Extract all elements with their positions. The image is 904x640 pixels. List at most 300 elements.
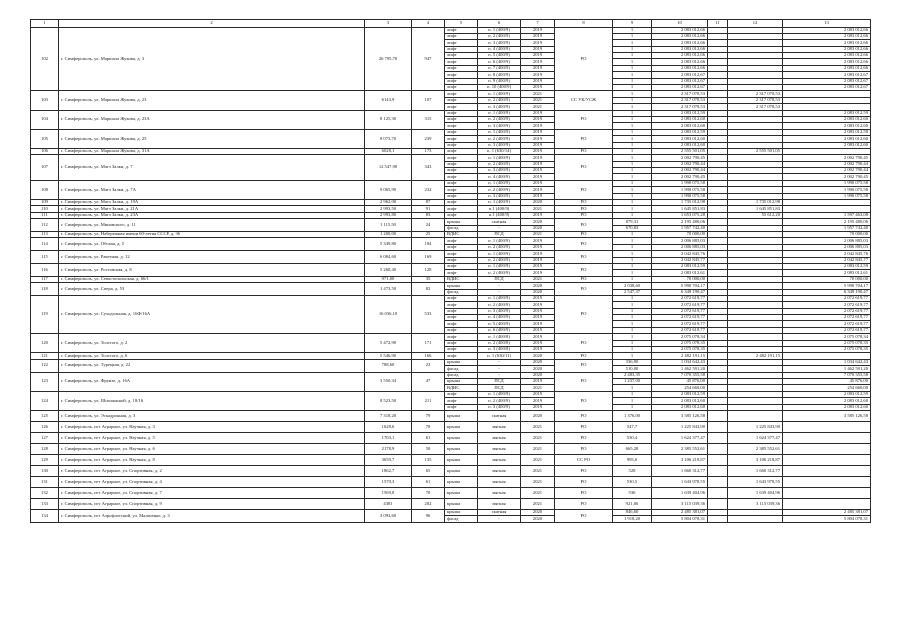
quantity-cell: 1: [613, 161, 652, 167]
year-cell: 2021: [521, 476, 555, 487]
row-number: 111: [31, 212, 59, 218]
work-type-cell: лифт: [445, 295, 478, 301]
total-cost-cell: 2 075 078,35: [652, 340, 708, 346]
quantity-cell: 879,31: [613, 219, 652, 225]
year-cell: 2019: [521, 398, 555, 404]
empty-cell: [708, 454, 728, 465]
year-cell: 2020: [521, 353, 555, 359]
quantity-cell: 530,4: [613, 432, 652, 443]
work-type-cell: ВДИС: [445, 232, 478, 238]
column-number: 12: [728, 20, 783, 28]
address-cell: г. Симферополь, пгт Аграрное, ул. Научная, д. 8: [59, 454, 365, 465]
total-cost-cell: 2 317 078,53: [652, 104, 708, 110]
quantity-cell: 1: [613, 129, 652, 135]
quantity-cell: 1: [613, 315, 652, 321]
residents-cell: 24: [412, 219, 445, 232]
year-cell: 2019: [521, 155, 555, 161]
table-row: [31, 410, 871, 421]
method-cell: РО: [555, 421, 613, 432]
residents-cell: 211: [412, 391, 445, 410]
address-cell: г. Симферополь, пгт Аграрное, ул. Научная, д. 3: [59, 421, 365, 432]
spec-cell: п. 1 (400/9): [478, 200, 521, 206]
year-cell: 2021: [521, 276, 555, 282]
fund-cost-cell: 2 042 845,77: [783, 257, 871, 263]
row-number: 121: [31, 353, 59, 359]
spec-cell: мягкая: [478, 465, 521, 476]
total-cost-cell: 254 660,00: [652, 385, 708, 391]
address-cell: г. Симферополь, пгт Аграрное, ул. Научная, д. 5: [59, 432, 365, 443]
fund-cost-cell: [783, 465, 871, 476]
address-cell: г. Симферополь, ул. Обская, д. 5: [59, 238, 365, 251]
spec-cell: п. 1 (400/9): [478, 180, 521, 186]
year-cell: 2021: [521, 232, 555, 238]
row-number: 127: [31, 432, 59, 443]
quantity-cell: 1: [613, 353, 652, 359]
row-number: 125: [31, 410, 59, 421]
quantity-cell: 1: [613, 148, 652, 154]
spec-cell: п. 3 (400/9): [478, 142, 521, 148]
total-cost-cell: 70 000,00: [652, 232, 708, 238]
quantity-cell: 1: [613, 110, 652, 116]
quantity-cell: 1: [613, 295, 652, 301]
fund-cost-cell: 2 083 012,66: [783, 27, 871, 33]
year-cell: 2019: [521, 110, 555, 116]
spec-cell: п. 1 (400/9): [478, 391, 521, 397]
work-type-cell: крыша: [445, 443, 478, 454]
fund-cost-cell: 2 083 012,60: [783, 116, 871, 122]
fund-cost-cell: 2 002 790,44: [783, 168, 871, 174]
total-cost-cell: 2 083 012,59: [652, 129, 708, 135]
table-row: [31, 432, 871, 443]
fund-cost-cell: 2 083 012,66: [783, 40, 871, 46]
address-cell: г. Симферополь, ул. Севастопольская, д. 66/1: [59, 276, 365, 282]
address-cell: г. Симферополь, ул. Ракетная, д. 12: [59, 251, 365, 264]
budget-cost-cell: [728, 516, 783, 522]
fund-cost-cell: 2 042 845,76: [783, 251, 871, 257]
quantity-cell: 1: [613, 327, 652, 333]
budget-cost-cell: 55 612,20: [728, 212, 783, 218]
fund-cost-cell: 1 990 075,58: [783, 187, 871, 193]
method-cell: СС УК/УСЖ: [555, 91, 613, 110]
residents-cell: 343: [412, 155, 445, 181]
quantity-cell: 1: [613, 136, 652, 142]
area-cell: 8 523,50: [365, 391, 412, 410]
work-type-cell: лифт: [445, 404, 478, 410]
address-cell: г. Симферополь, ул. Ростовская, д. 8: [59, 263, 365, 276]
year-cell: 2019: [521, 308, 555, 314]
work-type-cell: ВДИС: [445, 385, 478, 391]
spec-cell: п. 1 (630/11): [478, 353, 521, 359]
fund-cost-cell: [783, 498, 871, 509]
fund-cost-cell: 1 462 591,20: [783, 366, 871, 372]
work-type-cell: лифт: [445, 72, 478, 78]
spec-cell: п. 3 (400/8): [478, 347, 521, 353]
total-cost-cell: 2 083 012,60: [652, 136, 708, 142]
year-cell: 2019: [521, 212, 555, 218]
quantity-cell: 1: [613, 78, 652, 84]
year-cell: 2019: [521, 404, 555, 410]
year-cell: 2021: [521, 91, 555, 97]
method-cell: РО: [555, 219, 613, 232]
address-cell: г. Симферополь, ул. Маршала Жукова, д. 23: [59, 91, 365, 110]
residents-cell: 232: [412, 180, 445, 199]
work-type-cell: крыша: [445, 219, 478, 225]
spec-cell: п. 2 (400/9): [478, 97, 521, 103]
quantity-cell: 1: [613, 33, 652, 39]
total-cost-cell: 2 006 885,03: [652, 244, 708, 250]
fund-cost-cell: 2 083 012,59: [783, 391, 871, 397]
table-row: [31, 476, 871, 487]
quantity-cell: 336,90: [613, 359, 652, 365]
method-cell: РО: [555, 465, 613, 476]
year-cell: 2019: [521, 321, 555, 327]
year-cell: 2021: [521, 498, 555, 509]
work-type-cell: лифт: [445, 65, 478, 71]
residents-cell: 169: [412, 251, 445, 264]
spec-cell: п. 3 (400/9): [478, 40, 521, 46]
total-cost-cell: 2 072 619,77: [652, 315, 708, 321]
quantity-cell: 1: [613, 212, 652, 218]
total-cost-cell: 2 083 012,59: [652, 263, 708, 269]
work-type-cell: лифт: [445, 244, 478, 250]
area-cell: 4381: [365, 498, 412, 509]
row-number: 116: [31, 263, 59, 276]
quantity-cell: 1: [613, 232, 652, 238]
total-cost-cell: 2 072 619,77: [652, 308, 708, 314]
year-cell: 2019: [521, 129, 555, 135]
fund-cost-cell: 2 485 381,07: [783, 509, 871, 515]
area-cell: 971,00: [365, 276, 412, 282]
area-cell: 5 260,40: [365, 263, 412, 276]
quantity-cell: 1: [613, 238, 652, 244]
area-cell: 2 962,00: [365, 200, 412, 206]
spec-cell: -: [478, 283, 521, 289]
table-row: [31, 487, 871, 498]
column-number: 13: [783, 20, 871, 28]
spec-cell: п. 6 (400/9): [478, 59, 521, 65]
quantity-cell: 1: [613, 91, 652, 97]
year-cell: 2021: [521, 487, 555, 498]
total-cost-cell: 6 349 190,47: [652, 289, 708, 295]
residents-cell: 65: [412, 465, 445, 476]
method-cell: РО: [555, 110, 613, 129]
year-cell: 2019: [521, 180, 555, 186]
total-cost-cell: 2 083 012,60: [652, 398, 708, 404]
work-type-cell: лифт: [445, 302, 478, 308]
column-number: 9: [613, 20, 652, 28]
total-cost-cell: 1 653 075,28: [652, 212, 708, 218]
work-type-cell: лифт: [445, 340, 478, 346]
fund-cost-cell: 2 083 012,60: [783, 123, 871, 129]
row-number: 114: [31, 238, 59, 251]
work-type-cell: лифт: [445, 104, 478, 110]
total-cost-cell: 2 083 012,66: [652, 65, 708, 71]
year-cell: 2019: [521, 59, 555, 65]
year-cell: 2019: [521, 40, 555, 46]
column-number: 8: [555, 20, 613, 28]
total-cost-cell: 2 083 012,66: [652, 40, 708, 46]
method-cell: РО: [555, 295, 613, 333]
year-cell: 2019: [521, 142, 555, 148]
year-cell: 2019: [521, 315, 555, 321]
year-cell: 2019: [521, 136, 555, 142]
address-cell: г. Симферополь, ул. Маршала Жукова, д. 31А: [59, 148, 365, 154]
quantity-cell: 1: [613, 398, 652, 404]
year-cell: 2019: [521, 238, 555, 244]
fund-cost-cell: 6 349 190,47: [783, 289, 871, 295]
quantity-cell: 1: [613, 193, 652, 199]
total-cost-cell: 2 083 012,67: [652, 72, 708, 78]
quantity-cell: 2 547,37: [613, 289, 652, 295]
work-type-cell: лифт: [445, 110, 478, 116]
year-cell: 2019: [521, 53, 555, 59]
work-type-cell: крыша: [445, 476, 478, 487]
spec-cell: п. 2 (400/9): [478, 257, 521, 263]
year-cell: 2019: [521, 295, 555, 301]
fund-cost-cell: 70 000,00: [783, 276, 871, 282]
budget-cost-cell: 1 639 404,96: [728, 487, 783, 498]
year-cell: 2021: [521, 432, 555, 443]
total-cost-cell: 2 083 012,60: [652, 404, 708, 410]
quantity-cell: 1: [613, 155, 652, 161]
area-cell: 1569,8: [365, 487, 412, 498]
work-type-cell: крыша: [445, 359, 478, 365]
total-cost-cell: 2 042 845,76: [652, 251, 708, 257]
work-type-cell: лифт: [445, 123, 478, 129]
residents-cell: 315: [412, 110, 445, 129]
area-cell: 1862,7: [365, 465, 412, 476]
fund-cost-cell: 2 083 012,66: [783, 59, 871, 65]
address-cell: г. Симферополь, ул. Миновского, д. 11: [59, 219, 365, 232]
spec-cell: мягкая: [478, 443, 521, 454]
fund-cost-cell: 1 034 642,43: [783, 359, 871, 365]
spec-cell: п.1 (400/9): [478, 206, 521, 212]
fund-cost-cell: 2 083 012,67: [783, 85, 871, 91]
area-cell: 12 547,90: [365, 155, 412, 181]
area-cell: 6 084,60: [365, 251, 412, 264]
spec-cell: п. 1 (400/9): [478, 91, 521, 97]
total-cost-cell: 2 042 845,77: [652, 257, 708, 263]
method-cell: РО: [555, 487, 613, 498]
work-type-cell: крыша: [445, 432, 478, 443]
fund-cost-cell: 1 990 075,58: [783, 193, 871, 199]
fund-cost-cell: 2 006 885,03: [783, 244, 871, 250]
total-cost-cell: 2 083 012,67: [652, 85, 708, 91]
year-cell: 2019: [521, 116, 555, 122]
total-cost-cell: 2 083 012,66: [652, 46, 708, 52]
total-cost-cell: 2 195 480,06: [652, 219, 708, 225]
address-cell: г. Симферополь, ул. Турецкая, д. 22: [59, 359, 365, 372]
method-cell: РО: [555, 263, 613, 276]
budget-cost-cell: 1 643 978,55: [728, 476, 783, 487]
address-cell: г. Симферополь, ул. Суходольная, д. 16Ф/16А: [59, 295, 365, 333]
address-cell: г. Симферополь, ул. Маршала Жукова, д. 23А: [59, 110, 365, 129]
total-cost-cell: 2 083 012,60: [652, 142, 708, 148]
year-cell: 2020: [521, 372, 555, 378]
residents-cell: 35: [412, 276, 445, 282]
work-type-cell: лифт: [445, 347, 478, 353]
total-cost-cell: 1 990 075,58: [652, 193, 708, 199]
work-type-cell: лифт: [445, 97, 478, 103]
year-cell: 2021: [521, 385, 555, 391]
year-cell: 2019: [521, 46, 555, 52]
total-cost-cell: 2 083 012,59: [652, 391, 708, 397]
year-cell: 2019: [521, 78, 555, 84]
row-number: 128: [31, 443, 59, 454]
spec-cell: п. 1 (400/9): [478, 27, 521, 33]
quantity-cell: 1 376,00: [613, 410, 652, 421]
spec-cell: п. 3 (400/9): [478, 123, 521, 129]
spec-cell: п. 4 (400/9): [478, 46, 521, 52]
quantity-cell: 1: [613, 347, 652, 353]
register-sheet: [30, 19, 870, 523]
column-number: 1: [31, 20, 59, 28]
fund-cost-cell: 2 075 078,35: [783, 347, 871, 353]
empty-cell: [708, 516, 728, 522]
spec-cell: ПСД: [478, 276, 521, 282]
spec-cell: п. 2 (400/8): [478, 340, 521, 346]
budget-cost-cell: [728, 410, 783, 421]
residents-cell: 47: [412, 372, 445, 391]
fund-cost-cell: 254 660,00: [783, 385, 871, 391]
spec-cell: -: [478, 289, 521, 295]
work-type-cell: фасад: [445, 372, 478, 378]
method-cell: РО: [555, 432, 613, 443]
residents-cell: 25: [412, 232, 445, 238]
total-cost-cell: 2 385 552,61: [652, 443, 708, 454]
spec-cell: -: [478, 516, 521, 522]
quantity-cell: 1: [613, 53, 652, 59]
quantity-cell: 1: [613, 206, 652, 212]
spec-cell: п. 5 (400/9): [478, 53, 521, 59]
fund-cost-cell: 5 990 704,17: [783, 283, 871, 289]
address-cell: г. Симферополь, ул. Матэ Залки, д. 23А: [59, 212, 365, 218]
budget-cost-cell: 1 225 843,90: [728, 421, 783, 432]
quantity-cell: 1: [613, 46, 652, 52]
address-cell: г. Симферополь, ул. Матэ Залки, д. 19А: [59, 200, 365, 206]
quantity-cell: 1: [613, 251, 652, 257]
spec-cell: п. 6 (400/9): [478, 327, 521, 333]
work-type-cell: лифт: [445, 129, 478, 135]
fund-cost-cell: 1 990 075,58: [783, 180, 871, 186]
total-cost-cell: 2 083 012,59: [652, 110, 708, 116]
column-number: 7: [521, 20, 555, 28]
work-type-cell: крыша: [445, 509, 478, 515]
work-type-cell: лифт: [445, 391, 478, 397]
spec-cell: ПСД: [478, 232, 521, 238]
work-type-cell: лифт: [445, 238, 478, 244]
row-number: 131: [31, 476, 59, 487]
fund-cost-cell: 2 075 078,34: [783, 334, 871, 340]
total-cost-cell: 3 106 218,87: [652, 454, 708, 465]
quantity-cell: 1: [613, 142, 652, 148]
spec-cell: п. 3 (400/9): [478, 404, 521, 410]
residents-cell: 171: [412, 334, 445, 353]
spec-cell: п. 1 (400/9): [478, 129, 521, 135]
total-cost-cell: 2 072 619,77: [652, 295, 708, 301]
work-type-cell: фасад: [445, 225, 478, 231]
address-cell: г. Симферополь, ул. Матэ Залки, д. 7А: [59, 180, 365, 199]
year-cell: 2019: [521, 302, 555, 308]
table-row: [31, 498, 871, 509]
row-number: 133: [31, 498, 59, 509]
empty-cell: [708, 498, 728, 509]
row-number: 110: [31, 206, 59, 212]
fund-cost-cell: 70 000,00: [783, 232, 871, 238]
column-number: 5: [445, 20, 478, 28]
residents-cell: 82: [412, 283, 445, 296]
method-cell: РО: [555, 391, 613, 410]
total-cost-cell: 1 990 075,58: [652, 187, 708, 193]
address-cell: г. Симферополь, пгт Аграрное, ул. Спортивная, д. 2: [59, 465, 365, 476]
quantity-cell: 528: [613, 465, 652, 476]
quantity-cell: 1: [613, 168, 652, 174]
fund-cost-cell: 2 002 790,45: [783, 174, 871, 180]
year-cell: 2019: [521, 123, 555, 129]
residents-cell: 135: [412, 454, 445, 465]
spec-cell: мягкая: [478, 498, 521, 509]
area-cell: 6143,9: [365, 91, 412, 110]
quantity-cell: 536: [613, 487, 652, 498]
total-cost-cell: 1 462 591,20: [652, 366, 708, 372]
work-type-cell: лифт: [445, 270, 478, 276]
total-cost-cell: 2 555 501,05: [652, 148, 708, 154]
quantity-cell: 1: [613, 308, 652, 314]
spec-cell: п. 1 (400/9): [478, 155, 521, 161]
residents-cell: 83: [412, 212, 445, 218]
area-cell: 2 993,50: [365, 206, 412, 212]
work-type-cell: лифт: [445, 321, 478, 327]
fund-cost-cell: 2 002 790,45: [783, 155, 871, 161]
address-cell: г. Симферополь, ул. Толстого, д. 2: [59, 334, 365, 353]
total-cost-cell: 1 624 377,47: [652, 432, 708, 443]
area-cell: 1703,1: [365, 432, 412, 443]
address-cell: г. Симферополь, ул. Фрунзе, д. 16А: [59, 372, 365, 391]
address-cell: г. Симферополь, пгт Аграрное, ул. Научная, д. 6: [59, 443, 365, 454]
work-type-cell: лифт: [445, 168, 478, 174]
spec-cell: п. 3 (400/9): [478, 168, 521, 174]
spec-cell: скатная: [478, 219, 521, 225]
work-type-cell: лифт: [445, 251, 478, 257]
fund-cost-cell: 45 876,00: [783, 378, 871, 384]
row-number: 122: [31, 359, 59, 372]
method-cell: РО: [555, 276, 613, 282]
residents-cell: 239: [412, 129, 445, 148]
row-number: 113: [31, 232, 59, 238]
method-cell: РО: [555, 372, 613, 391]
row-number: 118: [31, 283, 59, 296]
residents-cell: 173: [412, 148, 445, 154]
budget-cost-cell: 1 660 312,77: [728, 465, 783, 476]
row-number: 102: [31, 27, 59, 91]
total-cost-cell: 2 083 012,67: [652, 78, 708, 84]
spec-cell: п. 1 (400/9): [478, 251, 521, 257]
residents-cell: 23: [412, 359, 445, 372]
spec-cell: п. 2 (400/9): [478, 33, 521, 39]
quantity-cell: 510,00: [613, 366, 652, 372]
table-row: [31, 443, 871, 454]
quantity-cell: 1: [613, 391, 652, 397]
work-type-cell: лифт: [445, 59, 478, 65]
row-number: 130: [31, 465, 59, 476]
budget-cost-cell: 2 482 191,15: [728, 353, 783, 359]
spec-cell: мягкая: [478, 421, 521, 432]
residents-cell: 78: [412, 421, 445, 432]
work-type-cell: лифт: [445, 187, 478, 193]
spec-cell: п. 10 (400/9): [478, 85, 521, 91]
year-cell: 2019: [521, 85, 555, 91]
quantity-cell: 1: [613, 187, 652, 193]
